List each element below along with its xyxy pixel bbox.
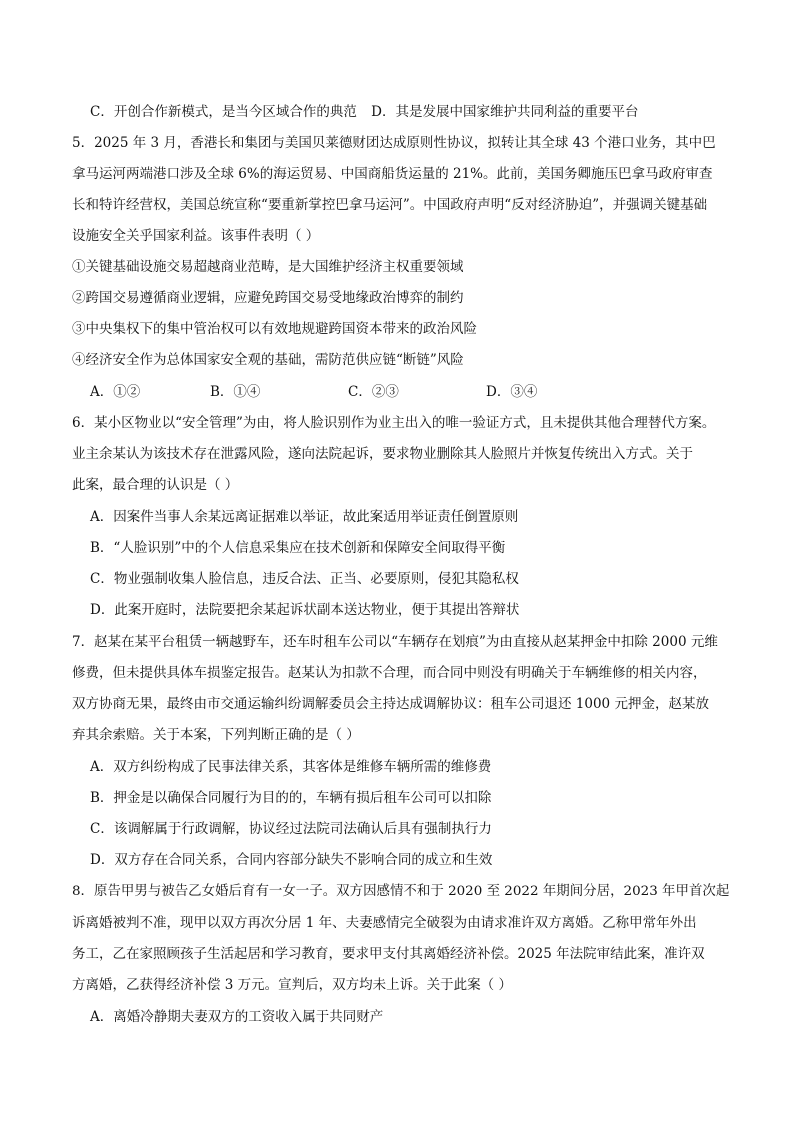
q6-stem-line-3: 此案，最合理的认识是（ ） bbox=[72, 477, 239, 493]
q6-option-b: B．“人脸识别”中的个人信息采集应在技术创新和保障安全间取得平衡 bbox=[90, 540, 506, 556]
q4-option-d: D．其是发展中国家维护共同利益的重要平台 bbox=[371, 104, 639, 120]
q6-stem-line-2: 业主余某认为该技术存在泄露风险，遂向法院起诉，要求物业删除其人脸照片并恢复传统出入方式。关于 bbox=[72, 446, 693, 462]
q7-option-c: C．该调解属于行政调解，协议经过法院司法确认后具有强制执行力 bbox=[90, 821, 492, 837]
q6-option-c: C．物业强制收集人脸信息，违反合法、正当、必要原则，侵犯其隐私权 bbox=[90, 571, 519, 587]
q5-item-2: ②跨国交易遵循商业逻辑，应避免跨国交易受地缘政治博弈的制约 bbox=[72, 290, 464, 306]
q5-option-b: B．①④ bbox=[210, 384, 261, 400]
q8-stem-line-4: 方离婚，乙获得经济补偿 3 万元。宣判后，双方均未上诉。关于此案（ ） bbox=[72, 977, 512, 993]
q5-stem-line-4: 设施安全关乎国家利益。该事件表明（ ） bbox=[72, 228, 320, 244]
q8-stem-line-3: 务工，乙在家照顾孩子生活起居和学习教育，要求甲支付其离婚经济补偿。2025 年法院审结此案，准许双 bbox=[72, 946, 705, 962]
q7-option-b: B．押金是以确保合同履行为目的的，车辆有损后租车公司可以扣除 bbox=[90, 790, 492, 806]
q5-item-4: ④经济安全作为总体国家安全观的基础，需防范供应链“断链”风险 bbox=[72, 352, 464, 368]
q5-stem-line-2: 拿马运河两端港口涉及全球 6%的海运贸易、中国商船货运量的 21%。此前，美国务卿施压巴拿马政府审查 bbox=[72, 166, 713, 182]
q5-option-d: D．③④ bbox=[486, 384, 538, 400]
q5-item-3: ③中央集权下的集中管治权可以有效地规避跨国资本带来的政治风险 bbox=[72, 321, 477, 337]
q4-option-c: C．开创合作新模式，是当今区域合作的典范 bbox=[90, 104, 357, 120]
q7-option-d: D．双方存在合同关系，合同内容部分缺失不影响合同的成立和生效 bbox=[90, 852, 493, 868]
q7-stem-line-3: 双方协商无果，最终由市交通运输纠纷调解委员会主持达成调解协议：租车公司退还 1000 元押金，赵某放 bbox=[72, 696, 709, 712]
q8-option-a: A．离婚冷静期夫妻双方的工资收入属于共同财产 bbox=[90, 1009, 384, 1025]
q5-stem-line-3: 长和特许经营权，美国总统宣称“要重新掌控巴拿马运河”。中国政府声明“反对经济胁迫”，并强调关键基础 bbox=[72, 197, 708, 213]
q7-stem-line-1: 7．赵某在某平台租赁一辆越野车，还车时租车公司以“车辆存在划痕”为由直接从赵某押金中扣除 2000 元维 bbox=[72, 634, 718, 650]
q5-item-1: ①关键基础设施交易超越商业范畴，是大国维护经济主权重要领域 bbox=[72, 259, 464, 275]
q6-option-a: A．因案件当事人余某远离证据难以举证，故此案适用举证责任倒置原则 bbox=[90, 509, 519, 525]
q7-stem-line-2: 修费，但未提供具体车损鉴定报告。赵某认为扣款不合理，而合同中则没有明确关于车辆维修的相关内容， bbox=[72, 665, 707, 681]
q6-stem-line-1: 6．某小区物业以“安全管理”为由，将人脸识别作为业主出入的唯一验证方式，且未提供其他合理替代方案。 bbox=[72, 415, 716, 431]
q4-options-cd bbox=[90, 103, 638, 121]
q5-option-c: C．②③ bbox=[348, 384, 399, 400]
q5-option-a: A．①② bbox=[90, 384, 141, 400]
q6-option-d: D．此案开庭时，法院要把余某起诉状副本送达物业，便于其提出答辩状 bbox=[90, 602, 520, 618]
q7-stem-line-4: 弃其余索赔。关于本案，下列判断正确的是（ ） bbox=[72, 727, 360, 743]
q8-stem-line-1: 8．原告甲男与被告乙女婚后育有一女一子。双方因感情不和于 2020 至 2022 年期间分居，2023 年甲首次起 bbox=[72, 884, 730, 899]
q5-stem-line-1: 5．2025 年 3 月，香港长和集团与美国贝莱德财团达成原则性协议，拟转让其全球 43 个港口业务，其中巴 bbox=[72, 135, 716, 151]
q7-option-a: A．双方纠纷构成了民事法律关系，其客体是维修车辆所需的维修费 bbox=[90, 759, 492, 775]
q8-stem-line-2: 诉离婚被判不准，现甲以双方再次分居 1 年、夫妻感情完全破裂为由请求准许双方离婚。乙称甲常年外出 bbox=[72, 915, 697, 931]
